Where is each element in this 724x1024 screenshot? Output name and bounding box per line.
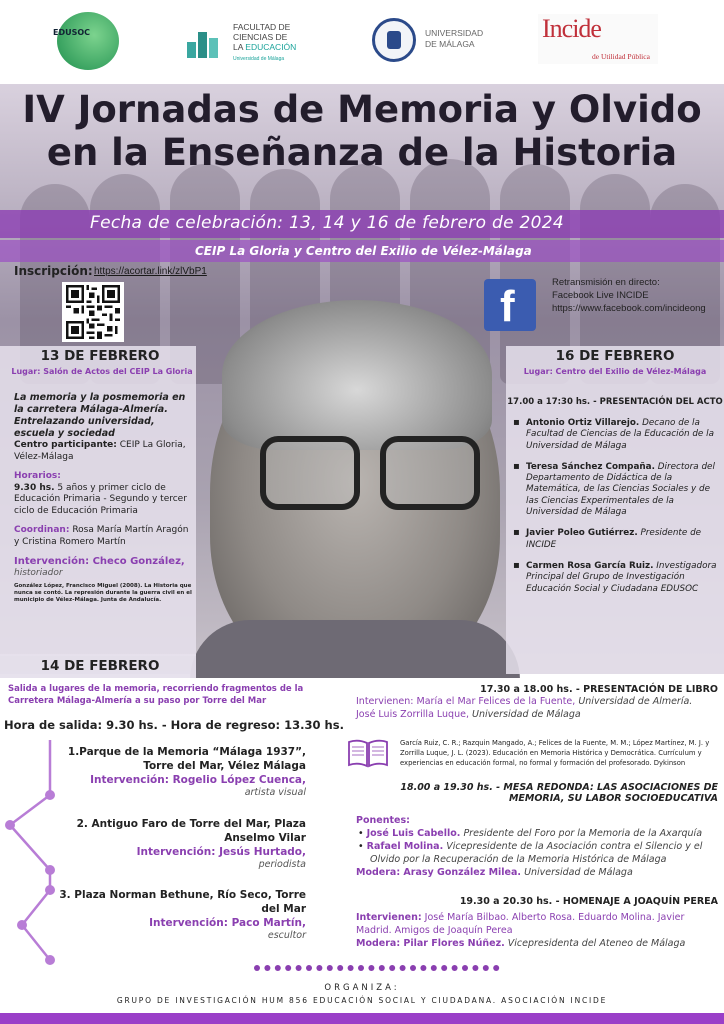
day13-body	[14, 392, 196, 604]
day13-intervencion: Intervención: Checo González,	[14, 556, 185, 567]
list-item: ▪ Teresa Sánchez Compaña. Directora del Departamento de Didáctica de la Matemática, de las Ciencias Sociales y de las Ciencias Experimentales de la Universidad de Málaga	[512, 462, 720, 518]
stream-line1: Retransmisión en directo:	[552, 277, 660, 288]
edusoc-logo	[53, 12, 119, 70]
page-title	[0, 88, 724, 174]
day13-centro: CEIP La Gloria, Vélez-Málaga	[14, 440, 186, 462]
qr-code-icon[interactable]	[62, 282, 124, 342]
list-item: ▪ Carmen Rosa García Ruiz. Investigadora Principal del Grupo de Investigación Educación Social y Ciudadana EDUSOC	[512, 561, 720, 595]
uma-line2: DE MÁLAGA	[425, 39, 475, 49]
facultad-line3a: LA	[233, 42, 246, 52]
facultad-line2: CIENCIAS DE	[233, 32, 288, 42]
day13-role: historiador	[14, 567, 63, 578]
day13-title: 13 DE FEBRERO	[40, 348, 160, 364]
glasses-right	[380, 436, 480, 510]
stream-info	[552, 276, 706, 315]
portrait-shirt	[190, 620, 520, 680]
title-line2: en la Enseñanza de la Historia	[46, 131, 678, 174]
facultad-line1: FACULTAD DE	[233, 22, 291, 32]
route-stop-2: 2. Antiguo Faro de Torre del Mar, Plaza Anselmo Vilar Intervención: Jesús Hurtado, periodista	[76, 818, 306, 870]
day16-location: Lugar: Centro del Exilio de Vélez-Málaga	[523, 367, 707, 376]
incide-logo-sub: de Utilidad Pública	[592, 52, 650, 61]
homenaje-section: 19.30 a 20.30 hs. - HOMENAJE A JOAQUÍN PEREA Intervienen: José María Bilbao. Alberto Rosa. Eduardo Molina. Javier Madrid. Amigos de Joaquín Perea Modera: Pilar Flores Núñez. Vicepresidenta del Ateneo de Málaga	[356, 896, 718, 949]
uma-logo	[425, 28, 483, 50]
day14-intro: Salida a lugares de la memoria, recorriendo fragmentos de la Carretera Málaga-Almería a su paso por Torre del Mar	[8, 684, 304, 706]
glasses-left	[260, 436, 360, 510]
day13-horarios-label: Horarios:	[14, 471, 61, 481]
day13-coord: Rosa María Martín Aragón y Cristina Romero Martín	[14, 525, 189, 547]
event-date: Fecha de celebración: 13, 14 y 16 de febrero de 2024	[90, 213, 565, 233]
stream-link[interactable]: https://www.facebook.com/incideong	[552, 303, 706, 314]
facultad-icon	[185, 28, 225, 58]
facultad-logo	[233, 22, 296, 64]
day16-title: 16 DE FEBRERO	[555, 348, 675, 364]
ponentes-label: Ponentes:	[356, 815, 410, 826]
organiza-label: ORGANIZA:	[324, 983, 400, 993]
libro-heading: 17.30 a 18.00 hs. - PRESENTACIÓN DE LIBRO	[480, 684, 718, 695]
day16-speakers	[512, 418, 720, 605]
organiza-text: GRUPO DE INVESTIGACIÓN HUM 856 EDUCACIÓN SOCIAL Y CIUDADANA. ASOCIACIÓN INCIDE	[116, 996, 608, 1005]
incide-logo	[538, 14, 658, 64]
homenaje-heading: 19.30 a 20.30 hs. - HOMENAJE A JOAQUÍN PEREA	[459, 896, 718, 907]
day14-times: Hora de salida: 9.30 hs. - Hora de regreso: 13.30 hs.	[4, 718, 344, 732]
uma-seal-icon	[372, 18, 416, 62]
facultad-sub: Universidad de Málaga	[233, 56, 285, 62]
day13-horarios: 5 años y primer ciclo de Educación Primaria - Segundo y tercer ciclo de Educación Primaria	[14, 482, 187, 516]
uma-line1: UNIVERSIDAD	[425, 28, 484, 38]
day13-location: Lugar: Salón de Actos del CEIP La Gloria	[11, 367, 193, 376]
list-item: ▪ Antonio Ortiz Villarejo. Decano de la Facultad de Ciencias de la Educación de la Universidad de Málaga	[512, 418, 720, 452]
list-item: ▪ Javier Poleo Gutiérrez. Presidente de INCIDE	[512, 528, 720, 551]
day13-talk: La memoria y la posmemoria en la carretera Málaga-Almería. Entrelazando universidad, escuela y sociedad	[14, 392, 186, 439]
facebook-icon[interactable]: f	[484, 279, 536, 331]
stream-line2: Facebook Live INCIDE	[552, 290, 649, 301]
mesa-section: 18.00 a 19.30 hs. - MESA REDONDA: LAS ASOCIACIONES DE MEMORIA, SU LABOR SOCIOEDUCATIVA Ponentes: • José Luis Cabello. Presidente del Foro por la Memoria de la Axarquía • Rafael Molina. Vicepresidente de la Asociación contra el Silencio y el Olvido por la Recuperación de la Memoria Histórica de Málaga Modera: Arasy González Milea. Universidad de Málaga	[356, 782, 718, 878]
libro-section: 17.30 a 18.00 hs. - PRESENTACIÓN DE LIBRO Intervienen: María el Mar Felices de la Fuente, Universidad de Almería. José Luis Zorrilla Luque, Universidad de Málaga	[356, 684, 718, 720]
day13-centro-label: Centro participante:	[14, 440, 117, 450]
book-icon	[347, 738, 389, 768]
event-venue: CEIP La Gloria y Centro del Exilio de Vélez-Málaga	[195, 244, 532, 258]
route-line-icon	[0, 740, 60, 970]
inscripcion-link[interactable]: https://acortar.link/zlVbP1	[94, 266, 207, 277]
edusoc-logo-text: EDUSOC	[53, 28, 91, 37]
day13-coord-label: Coordinan:	[14, 525, 70, 535]
portrait-hair	[222, 300, 492, 450]
facultad-line3b: EDUCACIÓN	[245, 42, 297, 52]
day13-reference: González López, Francisco Miguel (2008). La Historia que nunca se contó. La represión durante la guerra civil en el municipio de Vélez-Málaga. Junta de Andalucía.	[14, 583, 192, 603]
day14-title: 14 DE FEBRERO	[40, 658, 160, 674]
incide-logo-text: Incide	[542, 14, 601, 43]
route-stop-1: 1.Parque de la Memoria “Málaga 1937”, Torre del Mar, Vélez Málaga Intervención: Rogelio López Cuenca, artista visual	[67, 746, 306, 798]
inscripcion-label: Inscripción:	[14, 264, 93, 278]
day16-heading: 17.00 a 17:30 hs. - PRESENTACIÓN DEL ACTO	[507, 397, 723, 407]
dots-divider	[252, 963, 502, 973]
libro-reference: García Ruiz, C. R.; Razquin Mangado, A.; Felices de la Fuente, M. M.; López Martínez, M. J. y Zorrilla Luque, J. L. (2023). Educación en Memoria Histórica y Democrática. Currículum y experiencias en educación formal, no formal y formación del profesorado. Dykinson	[400, 739, 710, 767]
route-stop-3: 3. Plaza Norman Bethune, Río Seco, Torre del Mar Intervención: Paco Martín, escultor	[59, 889, 306, 941]
title-line1: IV Jornadas de Memoria y Olvido	[22, 88, 702, 131]
mesa-heading: 18.00 a 19.30 hs. - MESA REDONDA: LAS ASOCIACIONES DE MEMORIA, SU LABOR SOCIOEDUCATIVA	[400, 782, 718, 804]
bottom-bar	[0, 1013, 724, 1024]
day13-time: 9.30 hs.	[14, 482, 55, 493]
